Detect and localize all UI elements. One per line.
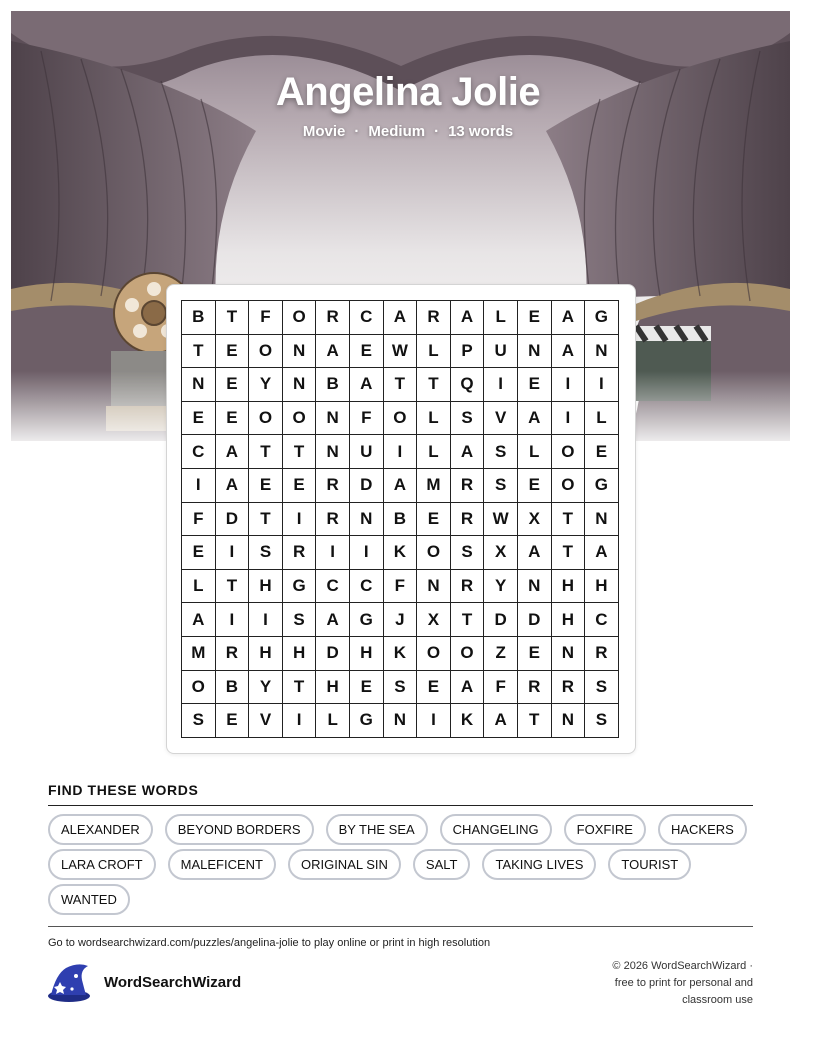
grid-cell[interactable]: I xyxy=(484,368,518,402)
copyright-text xyxy=(583,958,753,1009)
letter-grid[interactable] xyxy=(181,300,619,738)
grid-cell[interactable]: R xyxy=(585,637,619,671)
grid-cell[interactable]: E xyxy=(182,402,216,436)
grid-cell[interactable]: S xyxy=(182,704,216,738)
grid-cell[interactable]: H xyxy=(283,637,317,671)
difficulty-label: Medium xyxy=(368,123,426,140)
grid-cell[interactable]: K xyxy=(384,637,418,671)
grid-cell[interactable]: T xyxy=(552,536,586,570)
grid-cell[interactable]: R xyxy=(316,503,350,537)
grid-cell[interactable]: O xyxy=(182,671,216,705)
word-chip: LARA CROFT xyxy=(48,849,156,880)
grid-cell[interactable]: D xyxy=(350,469,384,503)
grid-cell[interactable]: A xyxy=(216,435,250,469)
grid-cell[interactable]: L xyxy=(518,435,552,469)
grid-cell[interactable]: S xyxy=(585,671,619,705)
grid-cell[interactable]: E xyxy=(216,402,250,436)
grid-cell[interactable]: H xyxy=(552,570,586,604)
grid-cell[interactable]: C xyxy=(182,435,216,469)
grid-cell[interactable]: H xyxy=(350,637,384,671)
grid-cell[interactable]: N xyxy=(552,637,586,671)
grid-cell[interactable]: R xyxy=(518,671,552,705)
grid-cell[interactable]: H xyxy=(552,603,586,637)
grid-cell[interactable]: N xyxy=(316,402,350,436)
footer-divider xyxy=(48,926,753,927)
grid-cell[interactable]: E xyxy=(216,335,250,369)
word-chip: BEYOND BORDERS xyxy=(165,814,314,845)
grid-cell[interactable]: C xyxy=(350,301,384,335)
grid-cell[interactable]: X xyxy=(417,603,451,637)
brand-name: WordSearchWizard xyxy=(104,974,242,991)
grid-cell[interactable]: N xyxy=(585,335,619,369)
grid-cell[interactable]: D xyxy=(484,603,518,637)
grid-cell[interactable]: G xyxy=(350,704,384,738)
grid-cell[interactable]: O xyxy=(451,637,485,671)
grid-cell[interactable]: L xyxy=(484,301,518,335)
grid-cell[interactable]: L xyxy=(182,570,216,604)
grid-cell[interactable]: N xyxy=(283,368,317,402)
grid-cell[interactable]: T xyxy=(216,570,250,604)
grid-cell[interactable]: S xyxy=(484,469,518,503)
puzzle-meta xyxy=(0,123,816,140)
category-label: Movie xyxy=(302,123,346,140)
grid-cell[interactable]: N xyxy=(350,503,384,537)
grid-cell[interactable]: A xyxy=(518,402,552,436)
grid-cell[interactable]: N xyxy=(518,570,552,604)
grid-cell[interactable]: K xyxy=(451,704,485,738)
word-chip: FOXFIRE xyxy=(564,814,646,845)
grid-cell[interactable]: E xyxy=(350,671,384,705)
grid-cell[interactable]: N xyxy=(283,335,317,369)
wizard-hat-icon xyxy=(46,962,92,1009)
grid-cell[interactable]: K xyxy=(384,536,418,570)
grid-cell[interactable]: F xyxy=(350,402,384,436)
separator-dot: · xyxy=(354,123,360,140)
grid-cell[interactable]: I xyxy=(316,536,350,570)
grid-cell[interactable]: N xyxy=(518,335,552,369)
grid-cell[interactable]: C xyxy=(316,570,350,604)
grid-cell[interactable]: R xyxy=(283,536,317,570)
footer-url-text[interactable]: Go to wordsearchwizard.com/puzzles/angelina-jolie to play online or print in high resolution xyxy=(48,937,491,949)
grid-cell[interactable]: B xyxy=(216,671,250,705)
grid-cell[interactable]: T xyxy=(216,301,250,335)
word-chip: SALT xyxy=(413,849,471,880)
grid-cell[interactable]: N xyxy=(316,435,350,469)
grid-cell[interactable]: T xyxy=(182,335,216,369)
grid-cell[interactable]: R xyxy=(216,637,250,671)
grid-cell[interactable]: F xyxy=(182,503,216,537)
grid-cell[interactable]: I xyxy=(417,704,451,738)
grid-cell[interactable]: H xyxy=(249,637,283,671)
grid-cell[interactable]: S xyxy=(484,435,518,469)
grid-cell[interactable]: E xyxy=(350,335,384,369)
grid-cell[interactable]: A xyxy=(484,704,518,738)
grid-cell[interactable]: L xyxy=(585,402,619,436)
word-chip: CHANGELING xyxy=(440,814,552,845)
grid-cell[interactable]: C xyxy=(585,603,619,637)
grid-cell[interactable]: T xyxy=(552,503,586,537)
separator-dot: · xyxy=(434,123,440,140)
grid-cell[interactable]: H xyxy=(249,570,283,604)
grid-cell[interactable]: Z xyxy=(484,637,518,671)
grid-cell[interactable]: A xyxy=(350,368,384,402)
grid-cell[interactable]: A xyxy=(552,301,586,335)
grid-cell[interactable]: T xyxy=(417,368,451,402)
grid-cell[interactable]: H xyxy=(316,671,350,705)
grid-cell[interactable]: T xyxy=(518,704,552,738)
grid-cell[interactable]: H xyxy=(585,570,619,604)
grid-cell[interactable]: E xyxy=(518,469,552,503)
grid-cell[interactable]: A xyxy=(518,536,552,570)
grid-cell[interactable]: W xyxy=(384,335,418,369)
grid-cell[interactable]: D xyxy=(216,503,250,537)
grid-cell[interactable]: I xyxy=(350,536,384,570)
grid-cell[interactable]: A xyxy=(451,301,485,335)
grid-cell[interactable]: N xyxy=(384,704,418,738)
word-chip: ORIGINAL SIN xyxy=(288,849,401,880)
grid-cell[interactable]: I xyxy=(283,704,317,738)
grid-cell[interactable]: N xyxy=(585,503,619,537)
grid-cell[interactable]: S xyxy=(283,603,317,637)
grid-cell[interactable]: Y xyxy=(484,570,518,604)
grid-cell[interactable]: L xyxy=(417,402,451,436)
grid-cell[interactable]: F xyxy=(249,301,283,335)
grid-cell[interactable]: N xyxy=(417,570,451,604)
grid-cell[interactable]: L xyxy=(316,704,350,738)
grid-cell[interactable]: O xyxy=(283,301,317,335)
grid-cell[interactable]: I xyxy=(216,603,250,637)
grid-cell[interactable]: T xyxy=(384,368,418,402)
word-chip: HACKERS xyxy=(658,814,747,845)
word-chip: MALEFICENT xyxy=(168,849,276,880)
grid-cell[interactable]: I xyxy=(552,368,586,402)
grid-cell[interactable]: V xyxy=(249,704,283,738)
grid-cell[interactable]: R xyxy=(552,671,586,705)
puzzle-grid-card xyxy=(166,284,636,754)
grid-cell[interactable]: O xyxy=(417,536,451,570)
grid-cell[interactable]: Y xyxy=(249,671,283,705)
grid-cell[interactable]: S xyxy=(585,704,619,738)
grid-cell[interactable]: R xyxy=(451,503,485,537)
copyright-line: © 2026 WordSearchWizard · xyxy=(612,960,753,972)
grid-cell[interactable]: I xyxy=(249,603,283,637)
grid-cell[interactable]: F xyxy=(384,570,418,604)
grid-cell[interactable]: T xyxy=(249,503,283,537)
grid-cell[interactable]: M xyxy=(417,469,451,503)
grid-cell[interactable]: O xyxy=(249,402,283,436)
grid-cell[interactable]: A xyxy=(451,435,485,469)
grid-cell[interactable]: E xyxy=(283,469,317,503)
grid-cell[interactable]: W xyxy=(484,503,518,537)
grid-cell[interactable]: E xyxy=(417,671,451,705)
grid-cell[interactable]: U xyxy=(350,435,384,469)
grid-cell[interactable]: A xyxy=(316,335,350,369)
grid-cell[interactable]: I xyxy=(182,469,216,503)
grid-cell[interactable]: T xyxy=(283,671,317,705)
grid-cell[interactable]: S xyxy=(384,671,418,705)
grid-cell[interactable]: E xyxy=(216,368,250,402)
grid-cell[interactable]: J xyxy=(384,603,418,637)
word-chip: TAKING LIVES xyxy=(482,849,596,880)
grid-cell[interactable]: A xyxy=(585,536,619,570)
grid-cell[interactable]: U xyxy=(484,335,518,369)
grid-cell[interactable]: S xyxy=(249,536,283,570)
grid-cell[interactable]: X xyxy=(484,536,518,570)
grid-cell[interactable]: R xyxy=(451,570,485,604)
grid-cell[interactable]: G xyxy=(350,603,384,637)
word-chip: ALEXANDER xyxy=(48,814,153,845)
grid-cell[interactable]: R xyxy=(316,469,350,503)
grid-cell[interactable]: O xyxy=(552,435,586,469)
word-chip: WANTED xyxy=(48,884,130,915)
grid-cell[interactable]: G xyxy=(283,570,317,604)
grid-cell[interactable]: L xyxy=(417,335,451,369)
grid-cell[interactable]: Y xyxy=(249,368,283,402)
word-chip: BY THE SEA xyxy=(326,814,428,845)
grid-cell[interactable]: C xyxy=(350,570,384,604)
grid-cell[interactable]: F xyxy=(484,671,518,705)
grid-cell[interactable]: A xyxy=(216,469,250,503)
grid-cell[interactable]: B xyxy=(316,368,350,402)
grid-cell[interactable]: E xyxy=(249,469,283,503)
grid-cell[interactable]: T xyxy=(451,603,485,637)
grid-cell[interactable]: B xyxy=(182,301,216,335)
grid-cell[interactable]: P xyxy=(451,335,485,369)
word-list xyxy=(48,814,753,915)
grid-cell[interactable]: R xyxy=(316,301,350,335)
grid-cell[interactable]: O xyxy=(417,637,451,671)
grid-cell[interactable]: N xyxy=(552,704,586,738)
grid-cell[interactable]: D xyxy=(316,637,350,671)
copyright-line: free to print for personal and xyxy=(614,977,753,989)
grid-cell[interactable]: I xyxy=(283,503,317,537)
grid-cell[interactable]: E xyxy=(417,503,451,537)
grid-cell[interactable]: S xyxy=(451,402,485,436)
grid-cell[interactable]: G xyxy=(585,301,619,335)
word-list-heading: FIND THESE WORDS xyxy=(48,782,753,806)
grid-cell[interactable]: R xyxy=(417,301,451,335)
grid-cell[interactable]: E xyxy=(518,301,552,335)
grid-cell[interactable]: A xyxy=(384,301,418,335)
grid-cell[interactable]: I xyxy=(585,368,619,402)
grid-cell[interactable]: N xyxy=(182,368,216,402)
grid-cell[interactable]: M xyxy=(182,637,216,671)
grid-cell[interactable]: E xyxy=(518,368,552,402)
word-count-label: 13 words xyxy=(448,123,514,140)
word-chip: TOURIST xyxy=(608,849,691,880)
grid-cell[interactable]: V xyxy=(484,402,518,436)
grid-cell[interactable]: O xyxy=(249,335,283,369)
grid-cell[interactable]: I xyxy=(384,435,418,469)
grid-cell[interactable]: E xyxy=(585,435,619,469)
puzzle-title: Angelina Jolie xyxy=(275,70,541,114)
grid-cell[interactable]: I xyxy=(216,536,250,570)
grid-cell[interactable]: O xyxy=(283,402,317,436)
grid-cell[interactable]: A xyxy=(552,335,586,369)
copyright-line: classroom use xyxy=(682,994,753,1006)
grid-cell[interactable]: B xyxy=(384,503,418,537)
grid-cell[interactable]: E xyxy=(518,637,552,671)
grid-cell[interactable]: L xyxy=(417,435,451,469)
grid-cell[interactable]: T xyxy=(283,435,317,469)
grid-cell[interactable]: I xyxy=(552,402,586,436)
grid-cell[interactable]: A xyxy=(316,603,350,637)
grid-cell[interactable]: X xyxy=(518,503,552,537)
grid-cell[interactable]: E xyxy=(216,704,250,738)
grid-cell[interactable]: A xyxy=(451,671,485,705)
grid-cell[interactable]: S xyxy=(451,536,485,570)
grid-cell[interactable]: A xyxy=(384,469,418,503)
grid-cell[interactable]: D xyxy=(518,603,552,637)
grid-cell[interactable]: R xyxy=(451,469,485,503)
grid-cell[interactable]: G xyxy=(585,469,619,503)
grid-cell[interactable]: T xyxy=(249,435,283,469)
grid-cell[interactable]: E xyxy=(182,536,216,570)
grid-cell[interactable]: O xyxy=(384,402,418,436)
grid-cell[interactable]: A xyxy=(182,603,216,637)
grid-cell[interactable]: O xyxy=(552,469,586,503)
grid-cell[interactable]: Q xyxy=(451,368,485,402)
